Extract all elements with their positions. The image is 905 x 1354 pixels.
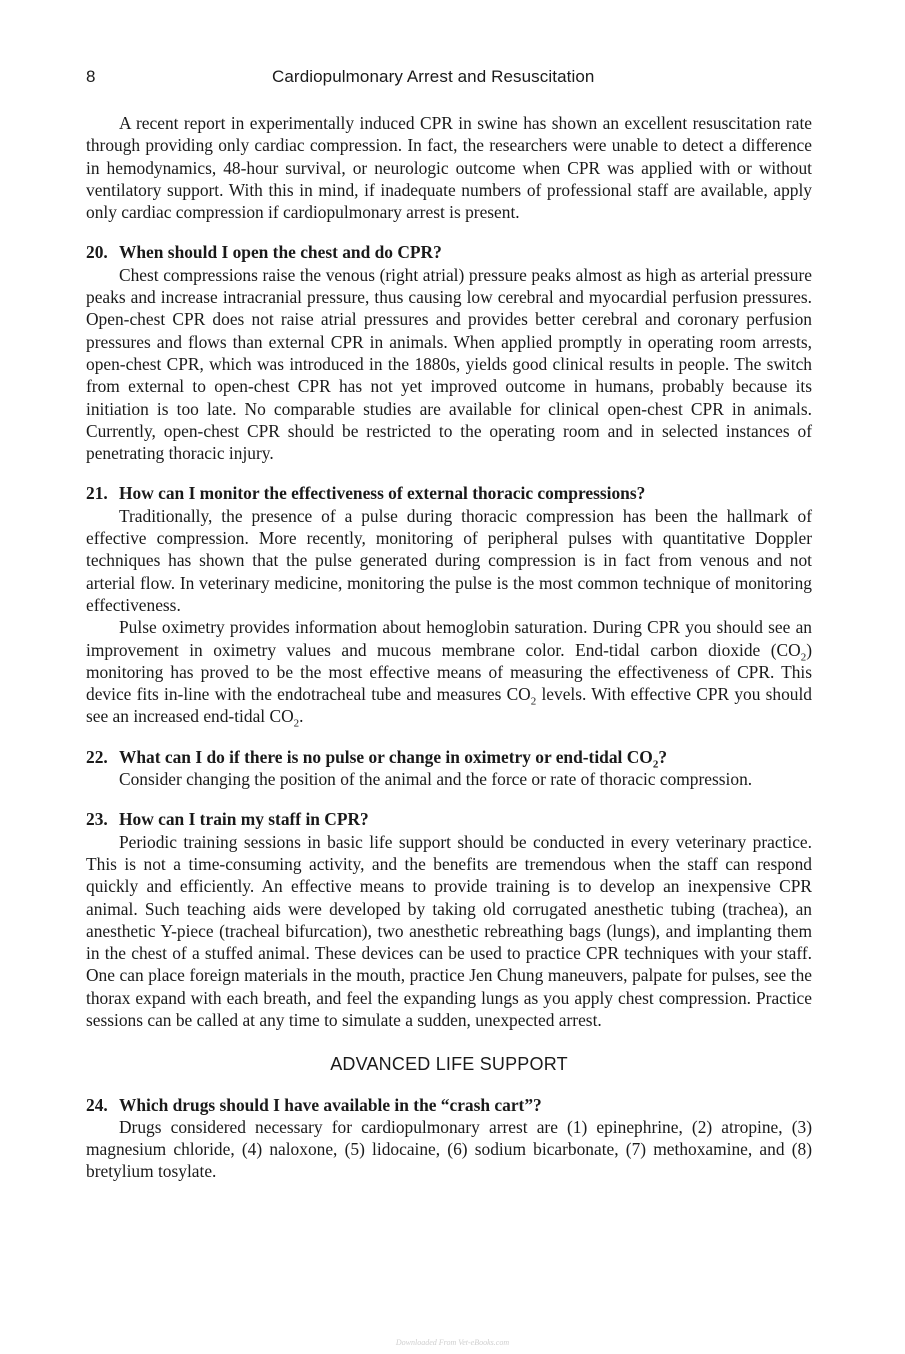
question-23 xyxy=(86,808,812,830)
answer-24: Drugs considered necessary for cardiopulmonary arrest are (1) epinephrine, (2) atropine, (3) magnesium chloride, (4) naloxone, (5) lidocaine, (6) sodium bicarbonate, (7) methoxamine, and (8) bretylium tosylate. xyxy=(86,1116,812,1182)
question-text: How can I train my staff in CPR? xyxy=(119,809,369,830)
question-number: 20. xyxy=(86,242,108,263)
question-number: 21. xyxy=(86,483,108,504)
question-text: What can I do if there is no pulse or change in oximetry or end-tidal CO xyxy=(119,746,653,767)
intro-paragraph: A recent report in experimentally induced CPR in swine has shown an excellent resuscitation rate through providing only cardiac compression. In fact, the researchers were unable to detect a difference in hemodynamics, 48-hour survival, or neurologic outcome when CPR was applied with or without ventilatory support. With this in mind, if inadequate numbers of professional staff are available, apply only cardiac compression if cardiopulmonary arrest is present. xyxy=(86,113,812,223)
answer-21-paragraph-1: Traditionally, the presence of a pulse during thoracic compression has been the hallmark of effective compression. More recently, monitoring of peripheral pulses with quantitative Doppler techniques has shown that the pulse generated during compression is in fact from venous and not arterial flow. In veterinary medicine, monitoring the pulse is the most common technique of monitoring effectiveness. xyxy=(86,505,812,615)
question-21 xyxy=(86,482,812,504)
answer-20: Chest compressions raise the venous (right atrial) pressure peaks almost as high as arterial pressure peaks and increase intracranial pressure, thus causing low cerebral and myocardial perfusion pressures. Open-chest CPR does not raise atrial pressures and provides better cerebral and coronary perfusion pressures and flows than external CPR in animals. When applied promptly in operating room arrests, open-chest CPR, which was introduced in the 1880s, yields good clinical results in people. The switch from external to open-chest CPR has not yet improved outcome in humans, probably because its initiation is too late. No comparable studies are available for clinical open-chest CPR in animals. Currently, open-chest CPR should be restricted to the operating room and in selected instances of penetrating thoracic injury. xyxy=(86,264,812,464)
footer-watermark: Downloaded From Vet-eBooks.com xyxy=(395,1338,510,1347)
subscript: 2 xyxy=(293,717,300,730)
answer-text: levels. With effective CPR you should see an increased end-tidal CO xyxy=(86,684,812,727)
question-number: 23. xyxy=(86,809,108,830)
running-title: Cardiopulmonary Arrest and Resuscitation xyxy=(272,67,595,86)
subscript: 2 xyxy=(652,758,659,771)
question-24 xyxy=(86,1094,812,1116)
question-number: 22. xyxy=(86,746,108,767)
question-22 xyxy=(86,746,812,771)
question-text: Which drugs should I have available in the “crash cart”? xyxy=(119,1094,542,1115)
answer-21-paragraph-2 xyxy=(86,616,812,730)
question-text-end: ? xyxy=(658,746,668,767)
question-text: When should I open the chest and do CPR? xyxy=(119,242,442,263)
section-heading: ADVANCED LIFE SUPPORT xyxy=(330,1054,568,1075)
page-number: 8 xyxy=(86,67,96,86)
question-text: How can I monitor the effectiveness of external thoracic compressions? xyxy=(119,483,646,504)
question-number: 24. xyxy=(86,1094,108,1115)
page-body xyxy=(86,112,812,1183)
answer-text: . xyxy=(299,706,304,727)
question-20 xyxy=(86,241,812,263)
answer-23: Periodic training sessions in basic life support should be conducted in every veterinary practice. This is not a time-consuming activity, and the benefits are tremendous when the staff can respond quickly and efficiently. An effective means to provide training is to develop an inexpensive CPR animal. Such teaching aids were developed by taking old corrugated anesthetic tubing (trachea), an anesthetic Y-piece (tracheal bifurcation), two anesthetic rebreathing bags (lungs), and implanting them in the chest of a stuffed animal. These devices can be used to practice CPR techniques with your staff. One can place foreign materials in the mouth, practice Jen Chung maneuvers, palpate for pulses, see the thorax expand with each breath, and feel the expanding lungs as you apply chest compression. Practice sessions can be called at any time to simulate a sudden, unexpected arrest. xyxy=(86,831,812,1030)
answer-text: Pulse oximetry provides information about hemoglobin saturation. During CPR you should see an improvement in oximetry values and mucous membrane color. End-tidal carbon dioxide (CO xyxy=(86,617,812,660)
page-header xyxy=(86,66,812,90)
answer-text: ) monitoring has proved to be the most effective means of measuring the effectiveness of CPR. This device fits in-line with the endotracheal tube and measures CO xyxy=(86,639,812,705)
answer-22: Consider changing the position of the animal and the force or rate of thoracic compression. xyxy=(119,769,753,790)
subscript: 2 xyxy=(800,651,807,663)
subscript: 2 xyxy=(530,695,537,708)
